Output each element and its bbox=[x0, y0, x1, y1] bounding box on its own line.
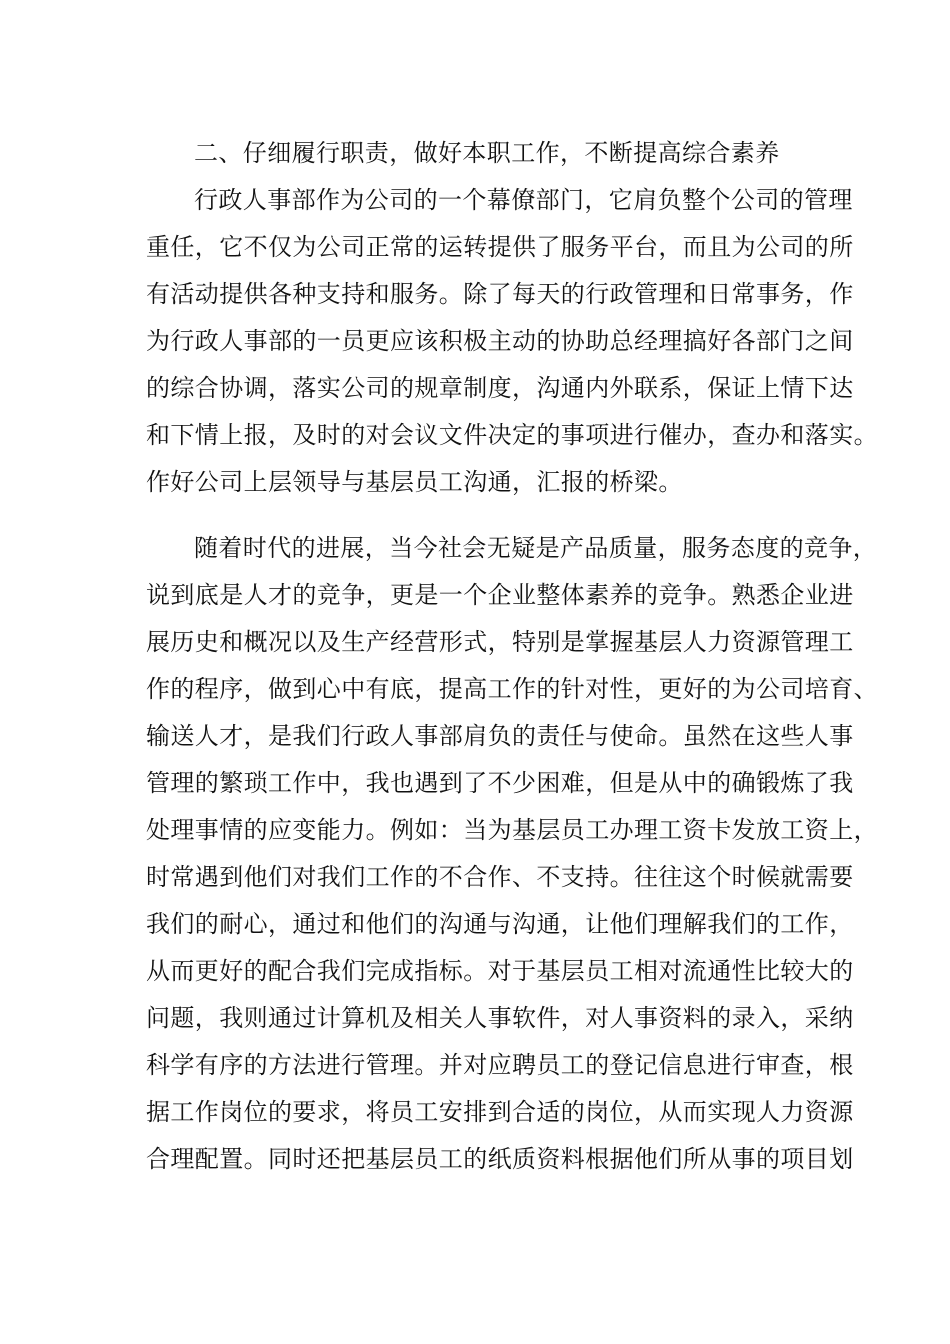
paragraph-2-line: 处理事情的应变能力。例如：当为基层员工办理工资卡发放工资上， bbox=[146, 816, 878, 844]
paragraph-2-line: 随着时代的进展，当今社会无疑是产品质量，服务态度的竞争， bbox=[194, 534, 878, 562]
paragraph-1-line: 作好公司上层领导与基层员工沟通，汇报的桥梁。 bbox=[146, 468, 683, 496]
paragraph-2-line: 问题，我则通过计算机及相关人事软件，对人事资料的录入，采纳 bbox=[146, 1004, 854, 1032]
paragraph-2-line: 据工作岗位的要求，将员工安排到合适的岗位，从而实现人力资源 bbox=[146, 1098, 854, 1126]
section-heading: 二、仔细履行职责，做好本职工作，不断提高综合素养 bbox=[194, 139, 780, 167]
paragraph-2-line: 科学有序的方法进行管理。并对应聘员工的登记信息进行审查，根 bbox=[146, 1051, 854, 1079]
paragraph-1-line: 行政人事部作为公司的一个幕僚部门，它肩负整个公司的管理 bbox=[194, 186, 853, 214]
paragraph-2-line: 作的程序，做到心中有底，提高工作的针对性，更好的为公司培育、 bbox=[146, 675, 878, 703]
paragraph-1-line: 重任，它不仅为公司正常的运转提供了服务平台，而且为公司的所 bbox=[146, 233, 854, 261]
paragraph-2-line: 管理的繁琐工作中，我也遇到了不少困难，但是从中的确锻炼了我 bbox=[146, 769, 854, 797]
paragraph-1-line: 有活动提供各种支持和服务。除了每天的行政管理和日常事务，作 bbox=[146, 280, 854, 308]
paragraph-2-line: 合理配置。同时还把基层员工的纸质资料根据他们所从事的项目划 bbox=[146, 1145, 854, 1173]
paragraph-1-line: 为行政人事部的一员更应该积极主动的协助总经理搞好各部门之间 bbox=[146, 327, 854, 355]
paragraph-2-line: 时常遇到他们对我们工作的不合作、不支持。往往这个时候就需要 bbox=[146, 863, 854, 891]
paragraph-2-line: 从而更好的配合我们完成指标。对于基层员工相对流通性比较大的 bbox=[146, 957, 854, 985]
paragraph-2-line: 我们的耐心，通过和他们的沟通与沟通，让他们理解我们的工作， bbox=[146, 910, 854, 938]
paragraph-2-line: 展历史和概况以及生产经营形式，特别是掌握基层人力资源管理工 bbox=[146, 628, 854, 656]
paragraph-1-line: 的综合协调，落实公司的规章制度，沟通内外联系，保证上情下达 bbox=[146, 374, 854, 402]
paragraph-2-line: 输送人才，是我们行政人事部肩负的责任与使命。虽然在这些人事 bbox=[146, 722, 854, 750]
paragraph-1-line: 和下情上报，及时的对会议文件决定的事项进行催办，查办和落实。 bbox=[146, 421, 878, 449]
paragraph-2-line: 说到底是人才的竞争，更是一个企业整体素养的竞争。熟悉企业进 bbox=[146, 581, 854, 609]
